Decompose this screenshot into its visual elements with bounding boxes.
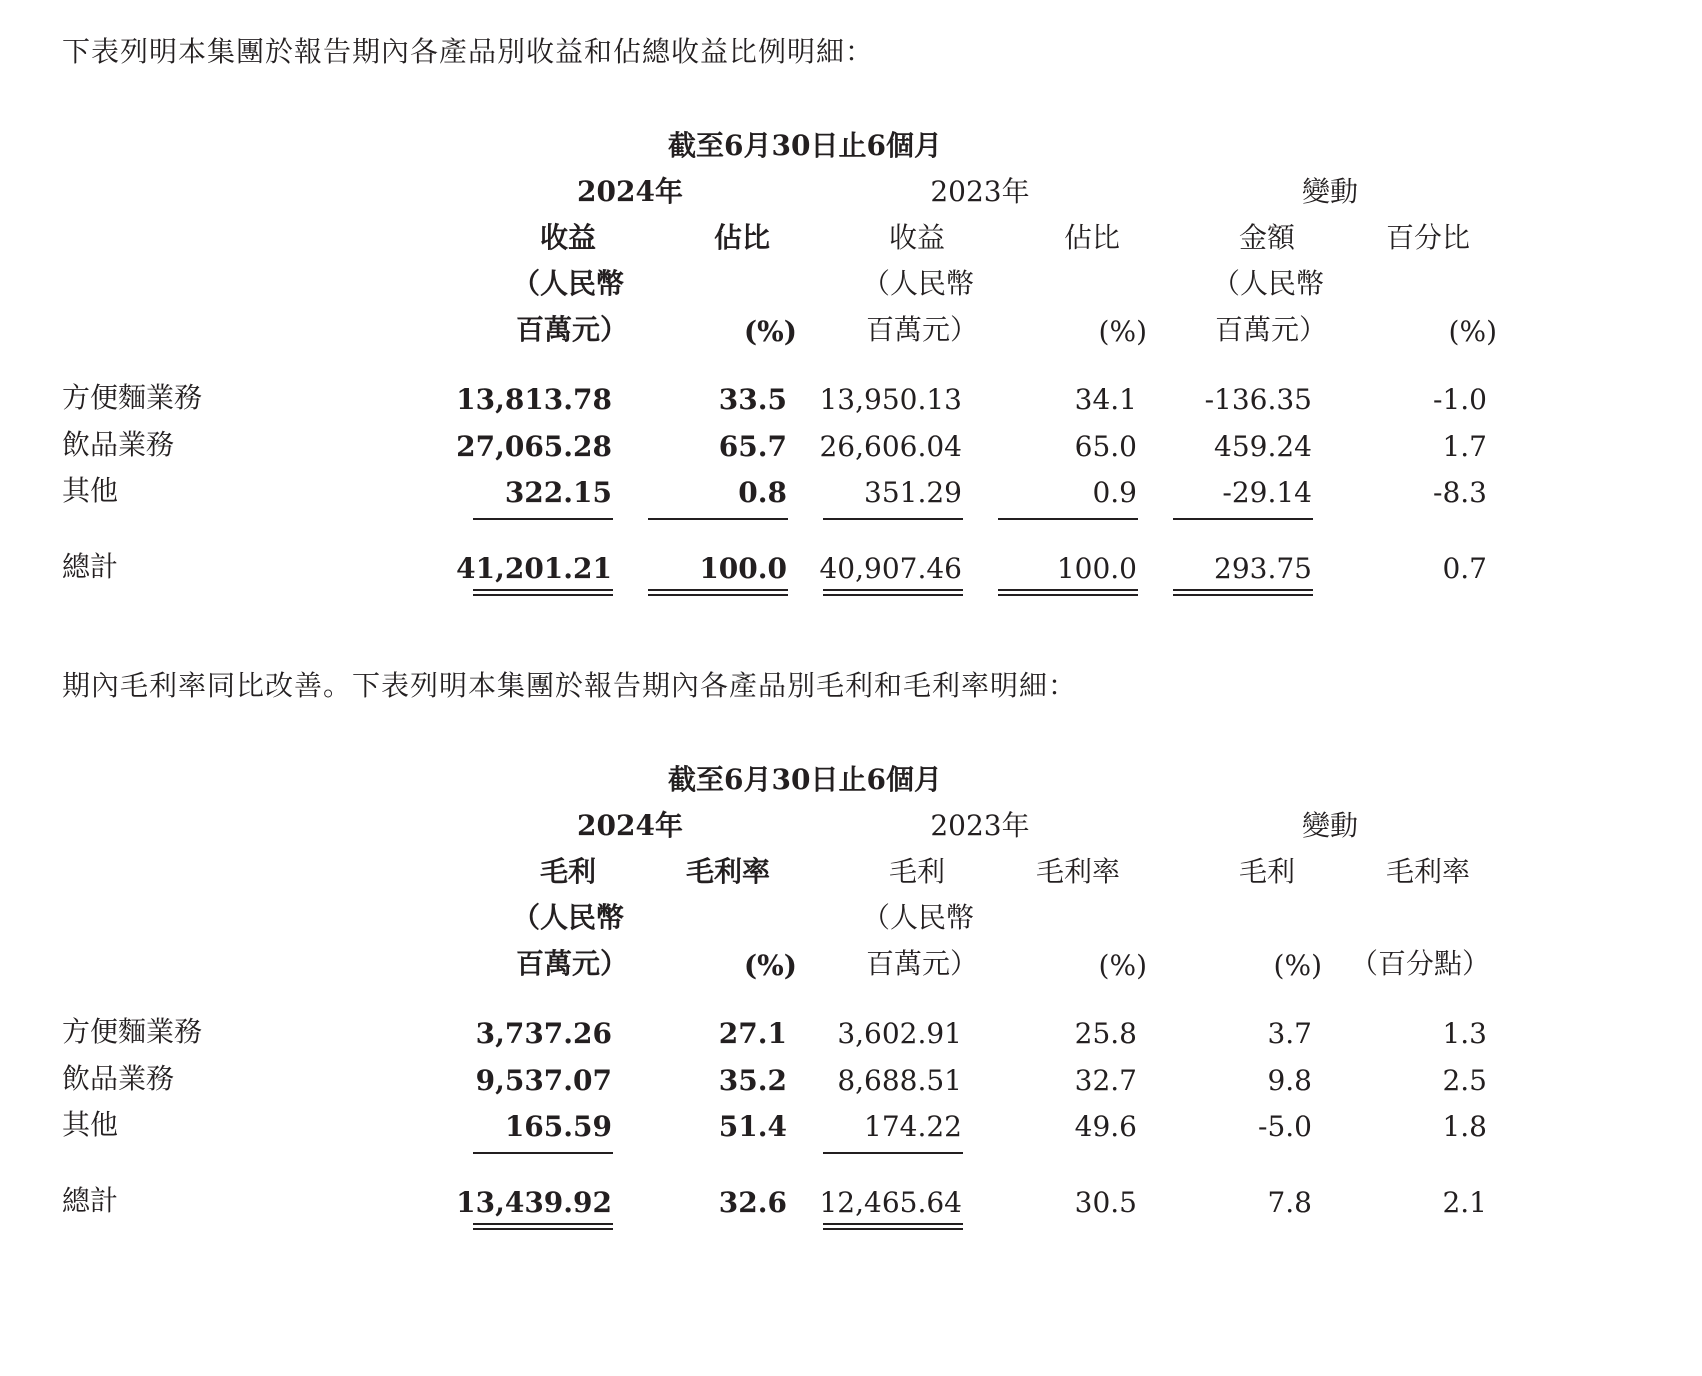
total-rule <box>648 589 788 591</box>
cell: 8,688.51 <box>837 1064 962 1097</box>
cell: 1.3 <box>1442 1017 1487 1050</box>
unit-label: 百萬元） <box>1215 313 1328 346</box>
cell: 25.8 <box>1074 1017 1137 1050</box>
year-2023-heading: 2023年 <box>930 809 1030 842</box>
unit-label: （人民幣 <box>512 901 625 934</box>
row-label: 總計 <box>62 1184 119 1217</box>
total-rule <box>1173 594 1313 596</box>
row-label: 其他 <box>62 474 119 507</box>
cell: 3,737.26 <box>475 1017 612 1050</box>
row-label: 其他 <box>62 1108 119 1141</box>
cell: 13,439.92 <box>456 1186 612 1219</box>
cell: 65.7 <box>718 430 787 463</box>
subtotal-rule <box>823 1152 963 1154</box>
subtotal-rule <box>473 1152 613 1154</box>
unit-label: （人民幣 <box>1212 267 1325 300</box>
cell: 1.8 <box>1442 1110 1487 1143</box>
total-rule <box>823 594 963 596</box>
cell: 351.29 <box>864 476 962 509</box>
cell: 2.5 <box>1442 1064 1487 1097</box>
row-label: 總計 <box>62 550 119 583</box>
col-header: 毛利 <box>888 855 946 888</box>
cell: 13,950.13 <box>819 383 962 416</box>
unit-label: （人民幣 <box>862 901 975 934</box>
change-heading: 變動 <box>1301 809 1359 842</box>
percent-unit: (%) <box>1098 315 1147 348</box>
points-unit: （百分點） <box>1349 947 1490 980</box>
cell: 2.1 <box>1442 1186 1487 1219</box>
unit-label: （人民幣 <box>862 267 975 300</box>
cell: 0.8 <box>738 476 787 509</box>
total-rule <box>473 1223 613 1225</box>
cell: 30.5 <box>1074 1186 1137 1219</box>
cell: -5.0 <box>1258 1110 1312 1143</box>
col-header: 毛利率 <box>1385 855 1471 888</box>
cell: 35.2 <box>718 1064 787 1097</box>
col-header: 毛利 <box>539 855 597 888</box>
cell: -1.0 <box>1433 383 1487 416</box>
total-rule <box>473 594 613 596</box>
cell: 41,201.21 <box>456 552 612 585</box>
percent-unit: (%) <box>1448 315 1497 348</box>
unit-label: （人民幣 <box>512 267 625 300</box>
cell: 26,606.04 <box>819 430 962 463</box>
total-rule <box>823 1228 963 1230</box>
percent-unit: (%) <box>1273 949 1322 982</box>
total-rule <box>1173 589 1313 591</box>
percent-unit: (%) <box>743 949 797 982</box>
period-heading: 截至6月30日止6個月 <box>668 129 942 162</box>
cell: 51.4 <box>718 1110 787 1143</box>
subtotal-rule <box>823 518 963 520</box>
cell: 293.75 <box>1214 552 1312 585</box>
intro-paragraph: 下表列明本集團於報告期內各產品別收益和佔總收益比例明細： <box>62 35 875 68</box>
row-label: 飲品業務 <box>62 428 175 461</box>
percent-unit: (%) <box>743 315 797 348</box>
cell: 9,537.07 <box>475 1064 612 1097</box>
intro-paragraph: 期內毛利率同比改善。下表列明本集團於報告期內各產品別毛利和毛利率明細： <box>62 669 1078 702</box>
unit-label: 百萬元） <box>516 313 629 346</box>
change-heading: 變動 <box>1301 175 1359 208</box>
col-header: 毛利率 <box>1035 855 1121 888</box>
col-header: 佔比 <box>713 221 771 254</box>
total-rule <box>823 1223 963 1225</box>
unit-label: 百萬元） <box>516 947 629 980</box>
cell: 65.0 <box>1074 430 1137 463</box>
cell: 34.1 <box>1074 383 1137 416</box>
cell: 174.22 <box>864 1110 962 1143</box>
total-rule <box>473 589 613 591</box>
cell: 32.6 <box>718 1186 787 1219</box>
cell: -29.14 <box>1222 476 1312 509</box>
year-2024-heading: 2024年 <box>577 175 683 208</box>
cell: 459.24 <box>1214 430 1312 463</box>
cell: 3.7 <box>1267 1017 1312 1050</box>
row-label: 飲品業務 <box>62 1062 175 1095</box>
cell: 165.59 <box>504 1110 612 1143</box>
cell: 0.9 <box>1092 476 1137 509</box>
unit-label: 百萬元） <box>866 947 979 980</box>
cell: 1.7 <box>1442 430 1487 463</box>
cell: -8.3 <box>1433 476 1487 509</box>
col-header: 收益 <box>539 221 597 254</box>
cell: 9.8 <box>1267 1064 1312 1097</box>
col-header: 毛利率 <box>685 855 771 888</box>
cell: -136.35 <box>1204 383 1312 416</box>
cell: 100.0 <box>1056 552 1137 585</box>
subtotal-rule <box>998 518 1138 520</box>
period-heading: 截至6月30日止6個月 <box>668 763 942 796</box>
cell: 13,813.78 <box>456 383 612 416</box>
cell: 33.5 <box>718 383 787 416</box>
cell: 12,465.64 <box>819 1186 962 1219</box>
unit-label: 百萬元） <box>866 313 979 346</box>
row-label: 方便麵業務 <box>62 381 203 414</box>
subtotal-rule <box>473 518 613 520</box>
col-header: 金額 <box>1238 221 1296 254</box>
col-header: 收益 <box>888 221 946 254</box>
cell: 100.0 <box>699 552 787 585</box>
col-header: 毛利 <box>1238 855 1296 888</box>
cell: 3,602.91 <box>837 1017 962 1050</box>
cell: 27,065.28 <box>456 430 612 463</box>
total-rule <box>473 1228 613 1230</box>
col-header: 百分比 <box>1385 221 1471 254</box>
total-rule <box>998 589 1138 591</box>
cell: 49.6 <box>1074 1110 1137 1143</box>
cell: 0.7 <box>1442 552 1487 585</box>
year-2023-heading: 2023年 <box>930 175 1030 208</box>
subtotal-rule <box>1173 518 1313 520</box>
cell: 7.8 <box>1267 1186 1312 1219</box>
total-rule <box>823 589 963 591</box>
cell: 40,907.46 <box>819 552 962 585</box>
col-header: 佔比 <box>1063 221 1121 254</box>
cell: 27.1 <box>718 1017 787 1050</box>
year-2024-heading: 2024年 <box>577 809 683 842</box>
percent-unit: (%) <box>1098 949 1147 982</box>
row-label: 方便麵業務 <box>62 1015 203 1048</box>
total-rule <box>998 594 1138 596</box>
cell: 322.15 <box>504 476 612 509</box>
total-rule <box>648 594 788 596</box>
subtotal-rule <box>648 518 788 520</box>
cell: 32.7 <box>1074 1064 1137 1097</box>
